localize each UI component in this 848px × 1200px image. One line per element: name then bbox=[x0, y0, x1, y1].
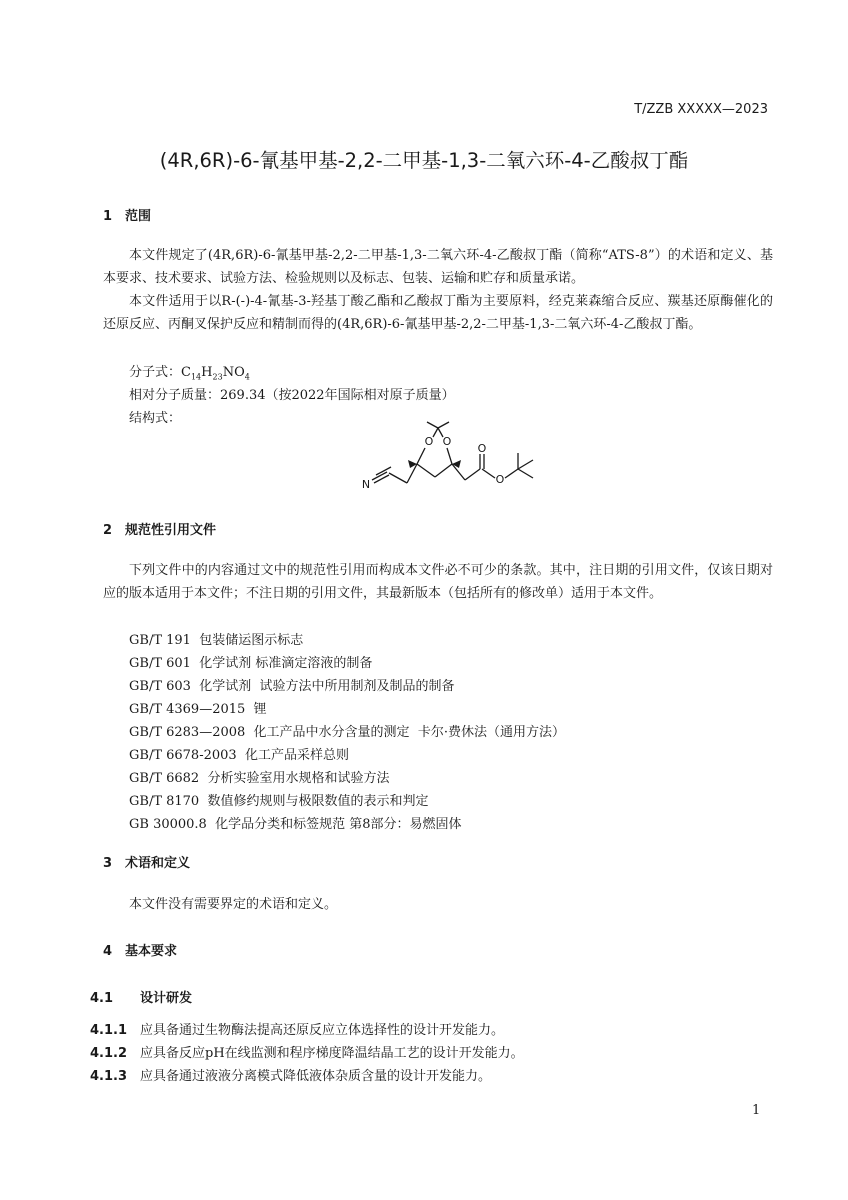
reference-item: GB/T 8170 数值修约规则与极限数值的表示和判定 bbox=[129, 794, 429, 809]
clause-text: 应具备通过液液分离模式降低液体杂质含量的设计开发能力。 bbox=[140, 1069, 492, 1084]
reference-item: GB/T 603 化学试剂 试验方法中所用制剂及制品的制备 bbox=[129, 679, 455, 694]
reference-item: GB/T 601 化学试剂 标准滴定溶液的制备 bbox=[129, 656, 373, 671]
formula-h: H bbox=[201, 365, 213, 380]
section-title: 术语和定义 bbox=[125, 856, 191, 871]
reference-item: GB/T 4369—2015 锂 bbox=[129, 702, 267, 717]
section-number: 4 bbox=[103, 944, 113, 959]
terms-text: 本文件没有需要界定的术语和定义。 bbox=[129, 897, 338, 912]
reference-item: GB/T 6283—2008 化工产品中水分含量的测定 卡尔·费休法（通用方法） bbox=[129, 725, 565, 740]
clause-number: 4.1.1 bbox=[90, 1023, 128, 1038]
scope-paragraph-2: 本文件适用于以R-(-)-4-氰基-3-羟基丁酸乙酯和乙酸叔丁酯为主要原料，经克莱森缩合反应、羰基还原酶催化的还原反应、丙酮叉保护反应和精制而得的(4R,6R)-6-氰基甲基-2,2-二甲基-1,3-二氧六环-4-乙酸叔丁酯。 bbox=[103, 294, 773, 332]
section-1-heading bbox=[103, 205, 151, 224]
formula-o-count: 4 bbox=[244, 372, 250, 382]
molecular-mass: 相对分子质量：269.34（按2022年国际相对原子质量） bbox=[129, 388, 455, 403]
molecular-formula bbox=[129, 361, 250, 382]
standard-number: T/ZZB XXXXX—2023 bbox=[634, 102, 768, 117]
section-title: 基本要求 bbox=[125, 944, 178, 959]
document-title: (4R,6R)-6-氰基甲基-2,2-二甲基-1,3-二氧六环-4-乙酸叔丁酯 bbox=[159, 149, 689, 172]
atom-o-label: O bbox=[495, 473, 505, 486]
clause-item bbox=[90, 1042, 524, 1061]
clause-text: 应具备通过生物酶法提高还原反应立体选择性的设计开发能力。 bbox=[140, 1023, 505, 1038]
clause-item bbox=[90, 1065, 491, 1084]
atom-o-label: O bbox=[424, 435, 434, 448]
clause-item bbox=[90, 1019, 504, 1038]
reference-item: GB/T 6678-2003 化工产品采样总则 bbox=[129, 748, 349, 763]
formula-c: C bbox=[181, 365, 191, 380]
subsection-number: 4.1 bbox=[90, 991, 114, 1006]
references-intro: 下列文件中的内容通过文中的规范性引用而构成本文件必不可少的条款。其中，注日期的引用文件，仅该日期对应的版本适用于本文件；不注日期的引用文件，其最新版本（包括所有的修改单）适用于本文件。 bbox=[103, 563, 773, 601]
structure-label: 结构式： bbox=[129, 411, 182, 426]
reference-item: GB/T 6682 分析实验室用水规格和试验方法 bbox=[129, 771, 390, 786]
section-number: 2 bbox=[103, 523, 113, 538]
scope-paragraph-1: 本文件规定了(4R,6R)-6-氰基甲基-2,2-二甲基-1,3-二氧六环-4-乙酸叔丁酯（简称“ATS-8”）的术语和定义、基本要求、技术要求、试验方法、检验规则以及标志、包装、运输和贮存和质量承诺。 bbox=[103, 248, 773, 286]
clause-number: 4.1.3 bbox=[90, 1069, 128, 1084]
section-number: 1 bbox=[103, 209, 113, 224]
clause-number: 4.1.2 bbox=[90, 1046, 128, 1061]
section-3-heading bbox=[103, 852, 190, 871]
formula-label: 分子式： bbox=[129, 365, 182, 380]
section-title: 规范性引用文件 bbox=[125, 523, 217, 538]
atom-o-label: O bbox=[442, 435, 452, 448]
subsection-title: 设计研发 bbox=[140, 991, 193, 1006]
atom-n-label: N bbox=[361, 478, 371, 491]
reference-item: GB/T 191 包装储运图示标志 bbox=[129, 633, 304, 648]
section-2-heading bbox=[103, 519, 216, 538]
clause-text: 应具备反应pH在线监测和程序梯度降温结晶工艺的设计开发能力。 bbox=[140, 1046, 524, 1061]
subsection-4-1-heading bbox=[90, 987, 192, 1006]
formula-no: NO bbox=[222, 365, 245, 380]
atom-o-label: O bbox=[477, 442, 487, 455]
section-number: 3 bbox=[103, 856, 113, 871]
formula-c-count: 14 bbox=[190, 372, 202, 382]
formula-h-count: 23 bbox=[212, 372, 223, 382]
section-title: 范围 bbox=[125, 209, 152, 224]
page-number: 1 bbox=[752, 1103, 761, 1118]
reference-item: GB 30000.8 化学品分类和标签规范 第8部分：易燃固体 bbox=[129, 817, 462, 832]
section-4-heading bbox=[103, 940, 177, 959]
structural-formula bbox=[355, 420, 555, 495]
